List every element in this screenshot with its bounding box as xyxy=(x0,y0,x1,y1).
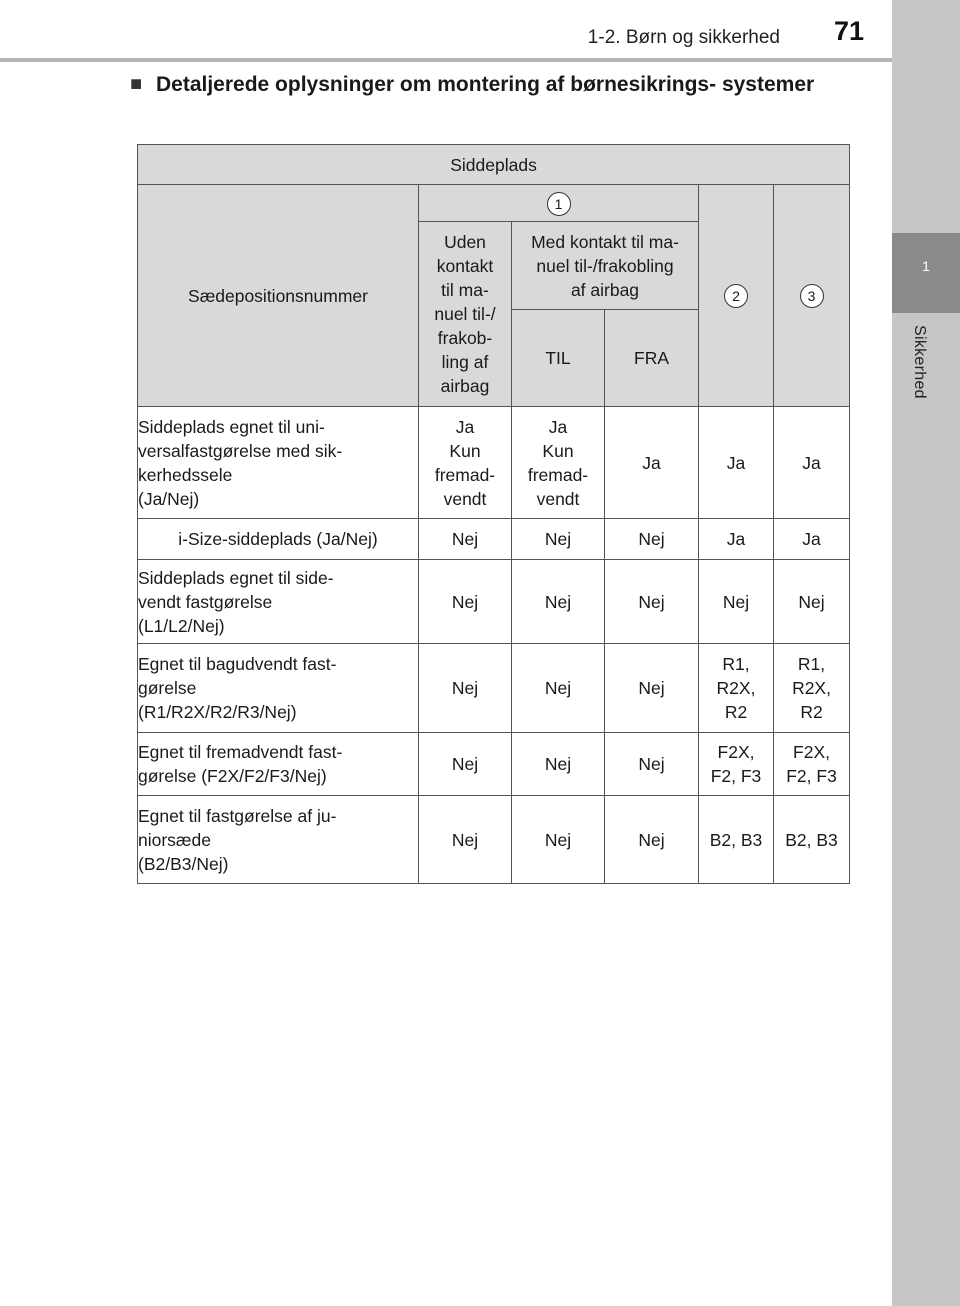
seat-2-circle: 2 xyxy=(724,284,748,308)
cell-value: Nej xyxy=(512,560,605,644)
text-line: nuel til-/frakobling xyxy=(536,255,674,276)
page-header xyxy=(0,0,892,62)
row-label xyxy=(138,733,419,796)
text-line: R2X, xyxy=(716,678,756,698)
table-title-row xyxy=(138,145,850,185)
text-line: Egnet til bagudvendt fast- xyxy=(138,654,337,674)
text-line: F2, F3 xyxy=(786,766,837,786)
text-line: airbag xyxy=(440,376,490,396)
row-label xyxy=(138,644,419,733)
text-line: Kun xyxy=(542,440,574,461)
row-label xyxy=(138,796,419,884)
seat-1-header xyxy=(419,185,699,222)
text-line: nuel til-/ xyxy=(434,304,496,324)
text-line: Ja xyxy=(548,416,568,437)
text-line: fremad- xyxy=(434,464,496,485)
cell-value: Nej xyxy=(419,733,512,796)
cell-value: Nej xyxy=(512,644,605,733)
text-line: Siddeplads egnet til side- xyxy=(138,567,334,588)
heading-text: Detaljerede oplysninger om montering af børnesikrings- systemer xyxy=(156,73,815,96)
text-line: (B2/B3/Nej) xyxy=(138,853,229,874)
cell-value: Nej xyxy=(605,733,699,796)
cell-value xyxy=(699,733,774,796)
cell-value: Nej xyxy=(512,519,605,560)
text-line: ling af xyxy=(441,352,489,372)
text-line: niorsæde xyxy=(138,829,211,850)
chapter-number: 1 xyxy=(922,258,930,274)
row-header-label: Sædepositionsnummer xyxy=(138,185,419,407)
cell-value xyxy=(512,407,605,519)
cell-value xyxy=(419,407,512,519)
text-line: F2X, xyxy=(717,742,755,762)
text-line: Ja xyxy=(455,416,475,437)
text-line: Egnet til fastgørelse af ju- xyxy=(138,805,337,826)
table-row xyxy=(138,560,850,644)
cell-value: B2, B3 xyxy=(774,796,850,884)
cell-value: Nej xyxy=(512,796,605,884)
text-line: Med kontakt til ma- xyxy=(531,231,679,252)
seat-1-circle: 1 xyxy=(547,192,571,216)
cell-value: Ja xyxy=(699,407,774,519)
text-line: kerhedssele xyxy=(138,464,233,485)
text-line: (L1/L2/Nej) xyxy=(138,615,225,636)
seat-number-row xyxy=(138,185,850,222)
col-without-switch xyxy=(419,222,512,407)
text-line: vendt xyxy=(536,488,580,509)
text-line: R1, xyxy=(797,654,826,674)
text-line: gørelse (F2X/F2/F3/Nej) xyxy=(138,766,327,786)
cell-value: Ja xyxy=(774,407,850,519)
cell-value: Ja xyxy=(605,407,699,519)
cell-value: Ja xyxy=(699,519,774,560)
row-label xyxy=(138,519,419,560)
col-with-switch xyxy=(512,222,699,310)
cell-value: Nej xyxy=(419,560,512,644)
text-line: frakob- xyxy=(437,328,493,348)
square-bullet-icon: ■ xyxy=(130,73,143,95)
page-number: 71 xyxy=(833,16,864,46)
cell-value: Nej xyxy=(512,733,605,796)
row-label xyxy=(138,560,419,644)
text-line: Siddeplads egnet til uni- xyxy=(138,416,325,437)
text-line: af airbag xyxy=(570,279,640,300)
cell-value: Nej xyxy=(419,519,512,560)
text-line: R2 xyxy=(724,702,748,722)
text-line: Egnet til fremadvendt fast- xyxy=(138,742,343,762)
header-rule xyxy=(0,58,892,62)
cell-value: B2, B3 xyxy=(699,796,774,884)
text-line: F2X, xyxy=(793,742,830,762)
seat-2-header xyxy=(699,185,774,407)
table-row xyxy=(138,407,850,519)
cell-value: Nej xyxy=(605,560,699,644)
text-line: kontakt xyxy=(436,256,494,276)
chapter-label: Sikkerhed xyxy=(911,325,928,399)
side-tab-bar xyxy=(892,0,960,1306)
seat-3-circle: 3 xyxy=(800,284,824,308)
table-row xyxy=(138,644,850,733)
cell-value: Nej xyxy=(605,796,699,884)
text-line: R2X, xyxy=(792,678,831,698)
cell-value: Nej xyxy=(419,796,512,884)
text-line: vendt xyxy=(443,488,487,509)
section-heading xyxy=(130,70,840,100)
table-title: Siddeplads xyxy=(138,145,850,185)
text-line: i-Size-siddeplads (Ja/Nej) xyxy=(178,529,378,549)
text-line: vendt fastgørelse xyxy=(138,591,273,612)
section-title: 1-2. Børn og sikkerhed xyxy=(587,27,780,48)
switch-off-label: FRA xyxy=(605,310,699,407)
text-line: (Ja/Nej) xyxy=(138,488,200,509)
cell-value: Nej xyxy=(605,519,699,560)
text-line: til ma- xyxy=(441,280,489,300)
text-line: gørelse xyxy=(138,678,197,698)
chapter-tab[interactable] xyxy=(892,233,960,313)
cell-value xyxy=(699,644,774,733)
table-row xyxy=(138,733,850,796)
cell-value: Ja xyxy=(774,519,850,560)
switch-on-label: TIL xyxy=(512,310,605,407)
table-row xyxy=(138,519,850,560)
cell-value: Nej xyxy=(774,560,850,644)
child-seat-table xyxy=(137,144,850,884)
cell-value: Nej xyxy=(419,644,512,733)
text-line: Kun xyxy=(449,440,481,461)
cell-value: Nej xyxy=(605,644,699,733)
text-line: (R1/R2X/R2/R3/Nej) xyxy=(138,702,297,722)
seat-3-header xyxy=(774,185,850,407)
text-line: F2, F3 xyxy=(710,766,762,786)
text-line: versalfastgørelse med sik- xyxy=(138,440,343,461)
text-line: R2 xyxy=(800,702,823,722)
cell-value: Nej xyxy=(699,560,774,644)
text-line: fremad- xyxy=(527,464,589,485)
text-line: R1, xyxy=(722,654,750,674)
row-label xyxy=(138,407,419,519)
cell-value xyxy=(774,733,850,796)
cell-value xyxy=(774,644,850,733)
text-line: Uden xyxy=(444,232,486,252)
table-row xyxy=(138,796,850,884)
